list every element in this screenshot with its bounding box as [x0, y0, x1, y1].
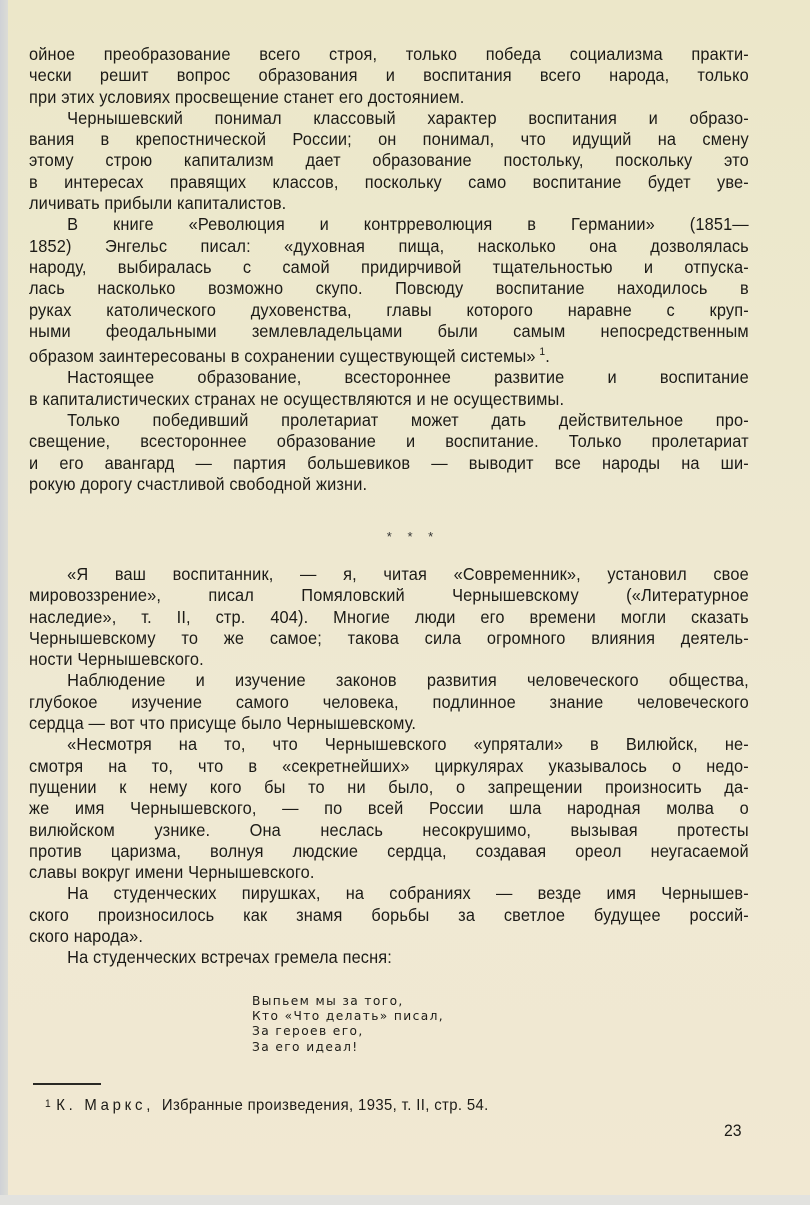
paragraph [29, 947, 749, 968]
footnote-divider [33, 1083, 101, 1085]
line-text: этому строю капитализм дает образование постольку, поскольку это [29, 150, 749, 171]
text-line [29, 734, 749, 755]
poem-line: Кто «Что делать» писал, [252, 1009, 445, 1024]
text-line [29, 108, 749, 129]
text-line [29, 278, 749, 299]
text-line [29, 389, 749, 410]
line-text: Настоящее образование, всестороннее развитие и воспитание [67, 367, 749, 388]
line-text: ского произносилось как знамя борьбы за светлое будущее россий- [29, 904, 749, 925]
text-line [29, 474, 749, 495]
line-text: образом заинтересованы в сохранении существующей системы» [29, 346, 536, 367]
line-text: лась насколько возможно скупо. Повсюду воспитание находилось в [29, 278, 749, 299]
text-line [29, 862, 749, 883]
paragraph [29, 883, 749, 947]
line-text: пущении к нему кого бы то ни было, о запрещении произносить да- [29, 776, 749, 797]
line-text: Наблюдение и изучение законов развития человеческого общества, [67, 670, 749, 691]
text-line [29, 649, 749, 670]
line-text: и его авангард — партия большевиков — выводит все народы на ши- [29, 452, 749, 473]
line-text: рокую дорогу счастливой свободной жизни. [29, 473, 368, 494]
poem-line: За его идеал! [252, 1039, 359, 1054]
line-text: в капиталистических странах не осуществляются и не осуществимы. [29, 388, 565, 409]
text-line [29, 692, 749, 713]
line-text: «Несмотря на то, что Чернышевского «упрятали» в Вилюйск, не- [67, 734, 749, 755]
text-line [29, 585, 749, 606]
line-text: вилюйском узнике. Она неслась несокрушимо, вызывая протесты [29, 819, 749, 840]
period: . [545, 346, 550, 367]
paragraph [29, 564, 749, 670]
text-line [29, 65, 749, 86]
text-line [29, 257, 749, 278]
text-line [29, 777, 749, 798]
footnote-number: 1 [45, 1098, 51, 1110]
line-text: Чернышевский понимал классовый характер воспитания и образо- [67, 107, 749, 128]
poem-line: Выпьем мы за того, [252, 994, 404, 1008]
line-text: против царизма, волнуя людские сердца, создавая ореол неугасаемой [29, 840, 749, 861]
text-line [29, 713, 749, 734]
text-line [29, 670, 749, 691]
line-text: ности Чернышевского. [29, 649, 204, 670]
line-text: наследие», т. II, стр. 404). Многие люди его времени могли сказать [29, 606, 749, 627]
text-line [29, 564, 749, 585]
text-line [29, 193, 749, 214]
line-text: мировоззрение», писал Помяловский Чернышевскому («Литературное [29, 585, 749, 606]
book-page [8, 0, 810, 1195]
line-text: чески решит вопрос образования и воспитания всего народа, только [29, 65, 749, 86]
paragraph [29, 670, 749, 734]
paragraph [29, 108, 749, 214]
line-text: личивать прибыли капиталистов. [29, 193, 287, 214]
text-line [29, 841, 749, 862]
text-line [29, 150, 749, 171]
line-text: смотря на то, что в «секретнейших» циркулярах указывалось о недо- [29, 755, 749, 776]
footnote [45, 1097, 489, 1115]
text-line [29, 820, 749, 841]
line-text: славы вокруг имени Чернышевского. [29, 862, 315, 883]
line-text: Только победивший пролетариат может дать действительное про- [67, 410, 749, 431]
text-line [29, 44, 749, 65]
paragraph [29, 410, 749, 495]
line-text: глубокое изучение самого человека, подлинное знание человеческого [29, 691, 749, 712]
page-edge-bottom [0, 1195, 810, 1205]
paragraph [29, 214, 749, 367]
paragraph [29, 367, 749, 410]
line-text: свещение, всестороннее образование и воспитание. Только пролетариат [29, 431, 749, 452]
line-text: В книге «Революция и контрреволюция в Германии» (1851— [67, 214, 749, 235]
text-line [29, 926, 749, 947]
line-text: 1852) Энгельс писал: «духовная пища, насколько она дозволялась [29, 235, 749, 256]
section-separator: * * * [386, 529, 440, 544]
footnote-reference[interactable]: 1 [539, 346, 546, 359]
text-line [29, 214, 749, 235]
line-text: народу, выбиралась с самой придирчивой тщательностью и отпуска- [29, 256, 749, 277]
text-line [29, 798, 749, 819]
poem-quote [252, 994, 444, 1055]
line-text: же имя Чернышевского, — по всей России шла народная молва о [29, 798, 749, 819]
text-line [29, 87, 749, 108]
line-text: ными феодальными землевладельцами были самым непосредственным [29, 320, 749, 341]
text-line [29, 367, 749, 388]
line-text: ойное преобразование всего строя, только победа социализма практи- [29, 44, 749, 64]
paragraph [29, 734, 749, 883]
text-line [29, 883, 749, 904]
paragraph [29, 44, 749, 108]
text-line [29, 905, 749, 926]
text-line [29, 756, 749, 777]
line-text: сердца — вот что присуще было Чернышевскому. [29, 713, 417, 734]
page-edge-left [0, 0, 8, 1205]
footnote-author: К. Маркс, [56, 1097, 155, 1114]
text-line [29, 628, 749, 649]
text-line [29, 453, 749, 474]
text-line [29, 431, 749, 452]
page-number: 23 [724, 1121, 742, 1140]
poem-line: За героев его, [252, 1024, 364, 1039]
text-line [29, 129, 749, 150]
text-line [29, 607, 749, 628]
line-text: вания в крепостнической России; он понимал, что идущий на смену [29, 129, 749, 150]
text-line [29, 300, 749, 321]
line-text: при этих условиях просвещение станет его достоянием. [29, 86, 465, 107]
line-text: Чернышевскому то же самое; такова сила огромного влияния деятель- [29, 627, 749, 648]
text-line [29, 172, 749, 193]
text-line [29, 342, 749, 367]
text-line [29, 236, 749, 257]
line-text: На студенческих пирушках, на собраниях — везде имя Чернышев- [67, 883, 749, 904]
text-line [29, 410, 749, 431]
line-text: «Я ваш воспитанник, — я, читая «Современник», установил свое [67, 564, 749, 584]
line-text: На студенческих встречах гремела песня: [67, 947, 392, 968]
section-2-text [29, 564, 749, 969]
section-1-text [29, 44, 749, 495]
text-line [29, 321, 749, 342]
line-text: в интересах правящих классов, поскольку само воспитание будет уве- [29, 171, 749, 192]
line-text: руках католического духовенства, главы которого наравне с круп- [29, 299, 749, 320]
line-text: ского народа». [29, 926, 144, 947]
text-line [29, 947, 749, 968]
footnote-source: Избранные произведения, 1935, т. II, стр. 54. [161, 1097, 489, 1114]
